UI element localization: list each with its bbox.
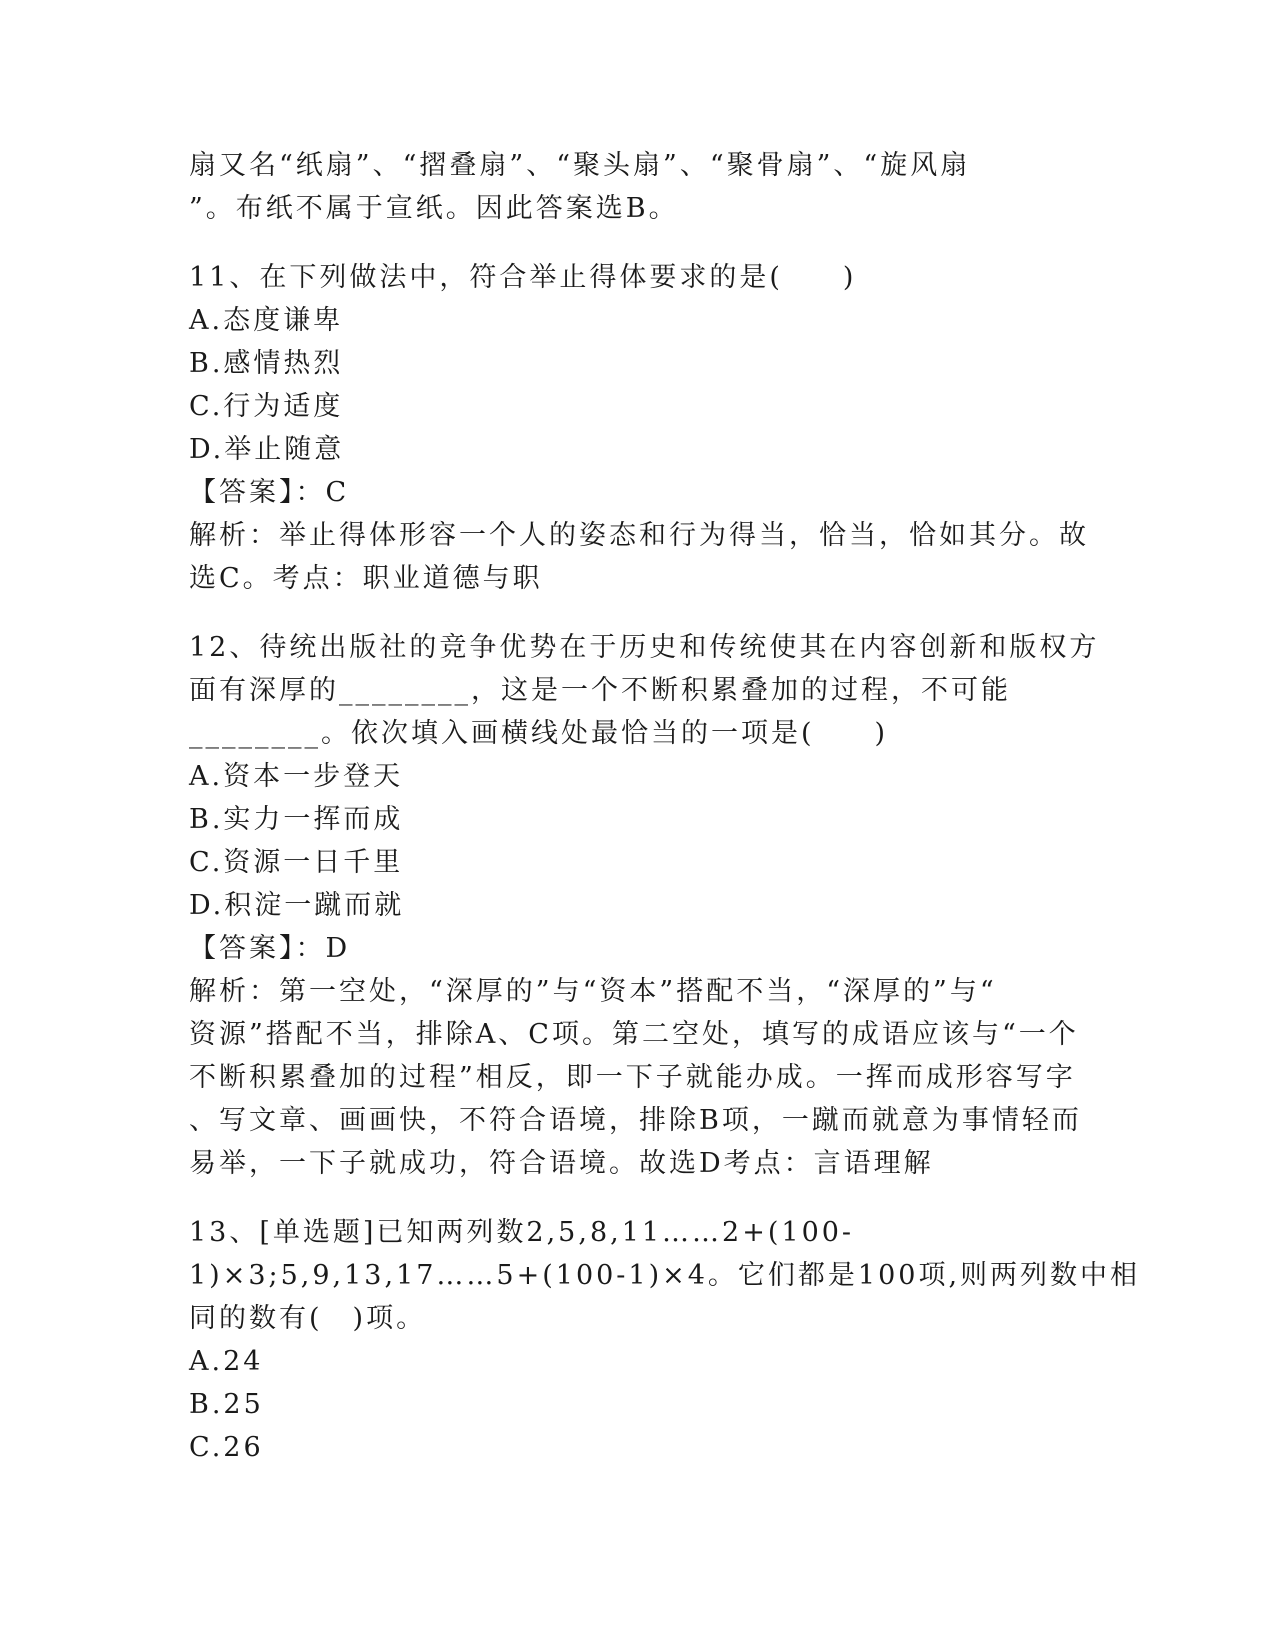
question-stem: 13、[单选题]已知两列数2,5,8,11……2+(100- (189, 1217, 855, 1248)
question-stem: 同的数有( )项。 (189, 1303, 427, 1334)
analysis-line: 选C。考点：职业道德与职 (189, 563, 543, 594)
analysis-line: 解析：举止得体形容一个人的姿态和行为得当，恰当，恰如其分。故 (189, 520, 1089, 551)
analysis-line: 、写文章、画画快，不符合语境，排除B项，一蹴而就意为事情轻而 (189, 1105, 1082, 1136)
analysis-line: 不断积累叠加的过程”相反，即一下子就能办成。一挥而成形容写字 (189, 1062, 1076, 1093)
option-b: B.实力一挥而成 (189, 804, 404, 835)
question-stem: 11、在下列做法中，符合举止得体要求的是( ) (189, 262, 857, 293)
option-d: D.举止随意 (189, 434, 345, 465)
option-d: D.积淀一蹴而就 (189, 890, 405, 921)
question-stem: 1)×3;5,9,13,17……5+(100-1)×4。它们都是100项,则两列数中相 (189, 1260, 1141, 1291)
answer-label: 【答案】：D (189, 933, 351, 964)
option-b: B.25 (189, 1389, 264, 1420)
answer-label: 【答案】：C (189, 477, 350, 508)
option-c: C.26 (189, 1432, 264, 1463)
option-c: C.行为适度 (189, 391, 344, 422)
question-12 (189, 626, 1100, 1185)
option-a: A.态度谦卑 (189, 305, 344, 336)
text-line: 扇又名“纸扇”、“摺叠扇”、“聚头扇”、“聚骨扇”、“旋风扇 (189, 150, 971, 181)
intro-paragraph (189, 144, 1089, 230)
analysis-line: 易举，一下子就成功，符合语境。故选D考点：言语理解 (189, 1148, 934, 1179)
analysis-line: 资源”搭配不当，排除A、C项。第二空处，填写的成语应该与“一个 (189, 1019, 1079, 1050)
option-a: A.24 (189, 1346, 264, 1377)
text-line: ”。布纸不属于宣纸。因此答案选B。 (189, 193, 679, 224)
question-13 (189, 1211, 1141, 1469)
option-a: A.资本一步登天 (189, 761, 404, 792)
question-stem: 面有深厚的________，这是一个不断积累叠加的过程，不可能 (189, 675, 1011, 706)
question-stem: ________。依次填入画横线处最恰当的一项是( ) (189, 718, 889, 749)
question-stem: 12、待统出版社的竞争优势在于历史和传统使其在内容创新和版权方 (189, 632, 1100, 663)
option-b: B.感情热烈 (189, 348, 344, 379)
question-11 (189, 256, 1089, 600)
analysis-line: 解析：第一空处，“深厚的”与“资本”搭配不当，“深厚的”与“ (189, 976, 997, 1007)
document-page (189, 144, 1141, 1469)
option-c: C.资源一日千里 (189, 847, 404, 878)
